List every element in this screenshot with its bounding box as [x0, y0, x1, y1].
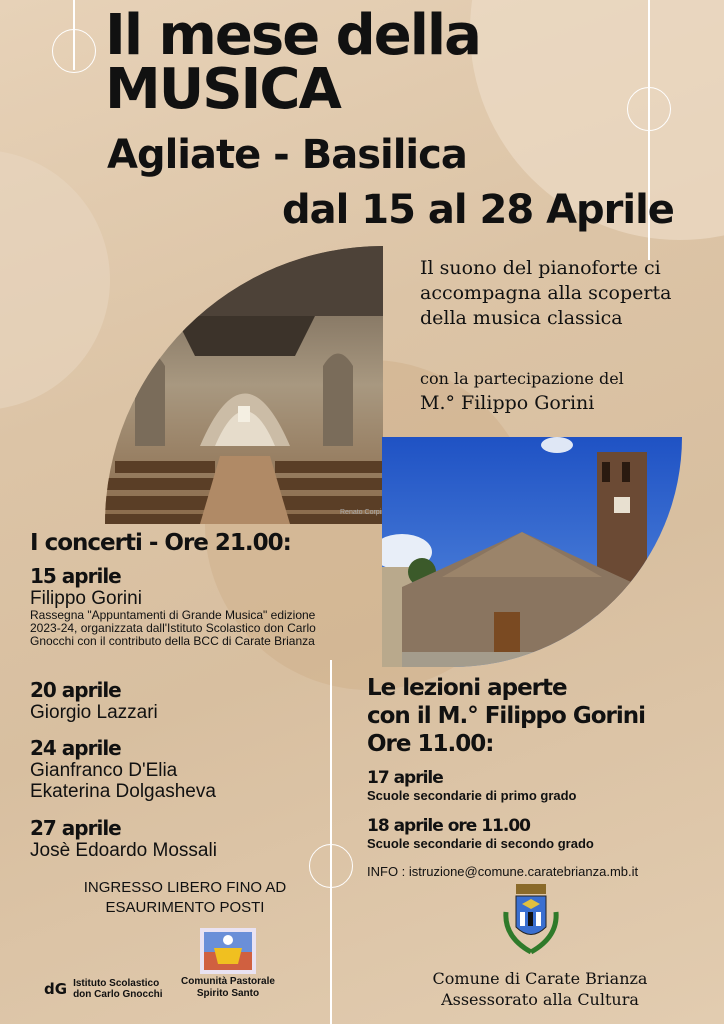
entry-notice: INGRESSO LIBERO FINO AD ESAURIMENTO POSTI: [83, 879, 287, 916]
decor-circle-left: [0, 150, 110, 410]
maestro-name: M.° Filippo Gorini: [420, 392, 595, 414]
parish-line1: Comunità Pastorale: [181, 976, 275, 987]
intro-text: Il suono del pianoforte ci accompagna alla scoperta della musica classica: [420, 257, 672, 329]
school-logo-mark: dG: [44, 980, 68, 998]
school-line2: don Carlo Gnocchi: [73, 989, 163, 1000]
lesson-date: 17 aprile: [367, 768, 443, 788]
school-logo: [44, 978, 163, 1000]
concerts-heading: I concerti - Ore 21.00:: [30, 530, 291, 556]
main-title-line2: MUSICA: [105, 57, 340, 122]
concert-performer: Filippo Gorini: [30, 588, 142, 609]
basilica-exterior-image: [382, 437, 682, 667]
basilica-interior-image: [105, 246, 383, 524]
basilica-exterior-photo: [382, 437, 682, 667]
concert-item: [30, 678, 158, 723]
concert-date: 24 aprile: [30, 736, 121, 760]
lessons-heading-line3: Ore 11.00:: [367, 731, 494, 757]
school-line1: Istituto Scolastico: [73, 978, 160, 989]
parish-logo: [200, 928, 256, 974]
concert-performer-2: Ekaterina Dolgasheva: [30, 781, 216, 802]
lessons-heading: [367, 674, 707, 758]
comune-line1: Comune di Carate Brianza: [432, 969, 648, 988]
school-name: [73, 978, 162, 1000]
lesson-desc: Scuole secondarie di secondo grado: [367, 836, 594, 851]
participation-label: con la partecipazione del: [420, 369, 624, 388]
concert-note: Rassegna "Appuntamenti di Grande Musica" edizione 2023-24, organizzata dall'Istituto Scolastico don Carlo Gnocchi con il contributo della BCC di Carate Brianza: [30, 608, 316, 648]
lesson-item: [367, 768, 577, 803]
photo-credit: Renato Corpi: [340, 509, 382, 516]
concert-date: 27 aprile: [30, 816, 121, 840]
subtitle-place: Agliate - Basilica: [107, 132, 467, 178]
info-email[interactable]: INFO : istruzione@comune.caratebrianza.mb.it: [367, 864, 639, 879]
lesson-desc: Scuole secondarie di primo grado: [367, 788, 577, 803]
concert-item: [30, 816, 217, 861]
lessons-heading-line1: Le lezioni aperte: [367, 675, 567, 701]
concert-date: 15 aprile: [30, 564, 121, 588]
concert-performer: Josè Edoardo Mossali: [30, 840, 217, 861]
concert-item: [30, 564, 330, 648]
parish-name: [160, 976, 296, 1000]
decor-line-bottom: [330, 660, 332, 1024]
concert-performer: Giorgio Lazzari: [30, 702, 158, 723]
parish-logo-icon: [200, 928, 256, 974]
decor-ring-left: [52, 29, 96, 73]
coat-of-arms-icon: [496, 882, 566, 962]
main-title-line1: Il mese della: [105, 3, 480, 68]
comune-name: [400, 968, 680, 1010]
parish-line2: Spirito Santo: [196, 988, 260, 999]
lesson-date: 18 aprile ore 11.00: [367, 816, 530, 836]
concert-performer: Gianfranco D'Elia: [30, 760, 178, 781]
concert-date: 20 aprile: [30, 678, 121, 702]
subtitle-dates: dal 15 al 28 Aprile: [282, 187, 674, 233]
comune-coat-of-arms: [496, 882, 566, 962]
basilica-interior-photo: [105, 246, 383, 524]
decor-ring-right: [627, 87, 671, 131]
concert-item: [30, 736, 216, 802]
lesson-item: [367, 816, 594, 851]
lessons-heading-line2: con il M.° Filippo Gorini: [367, 703, 645, 729]
comune-line2: Assessorato alla Cultura: [441, 990, 639, 1009]
